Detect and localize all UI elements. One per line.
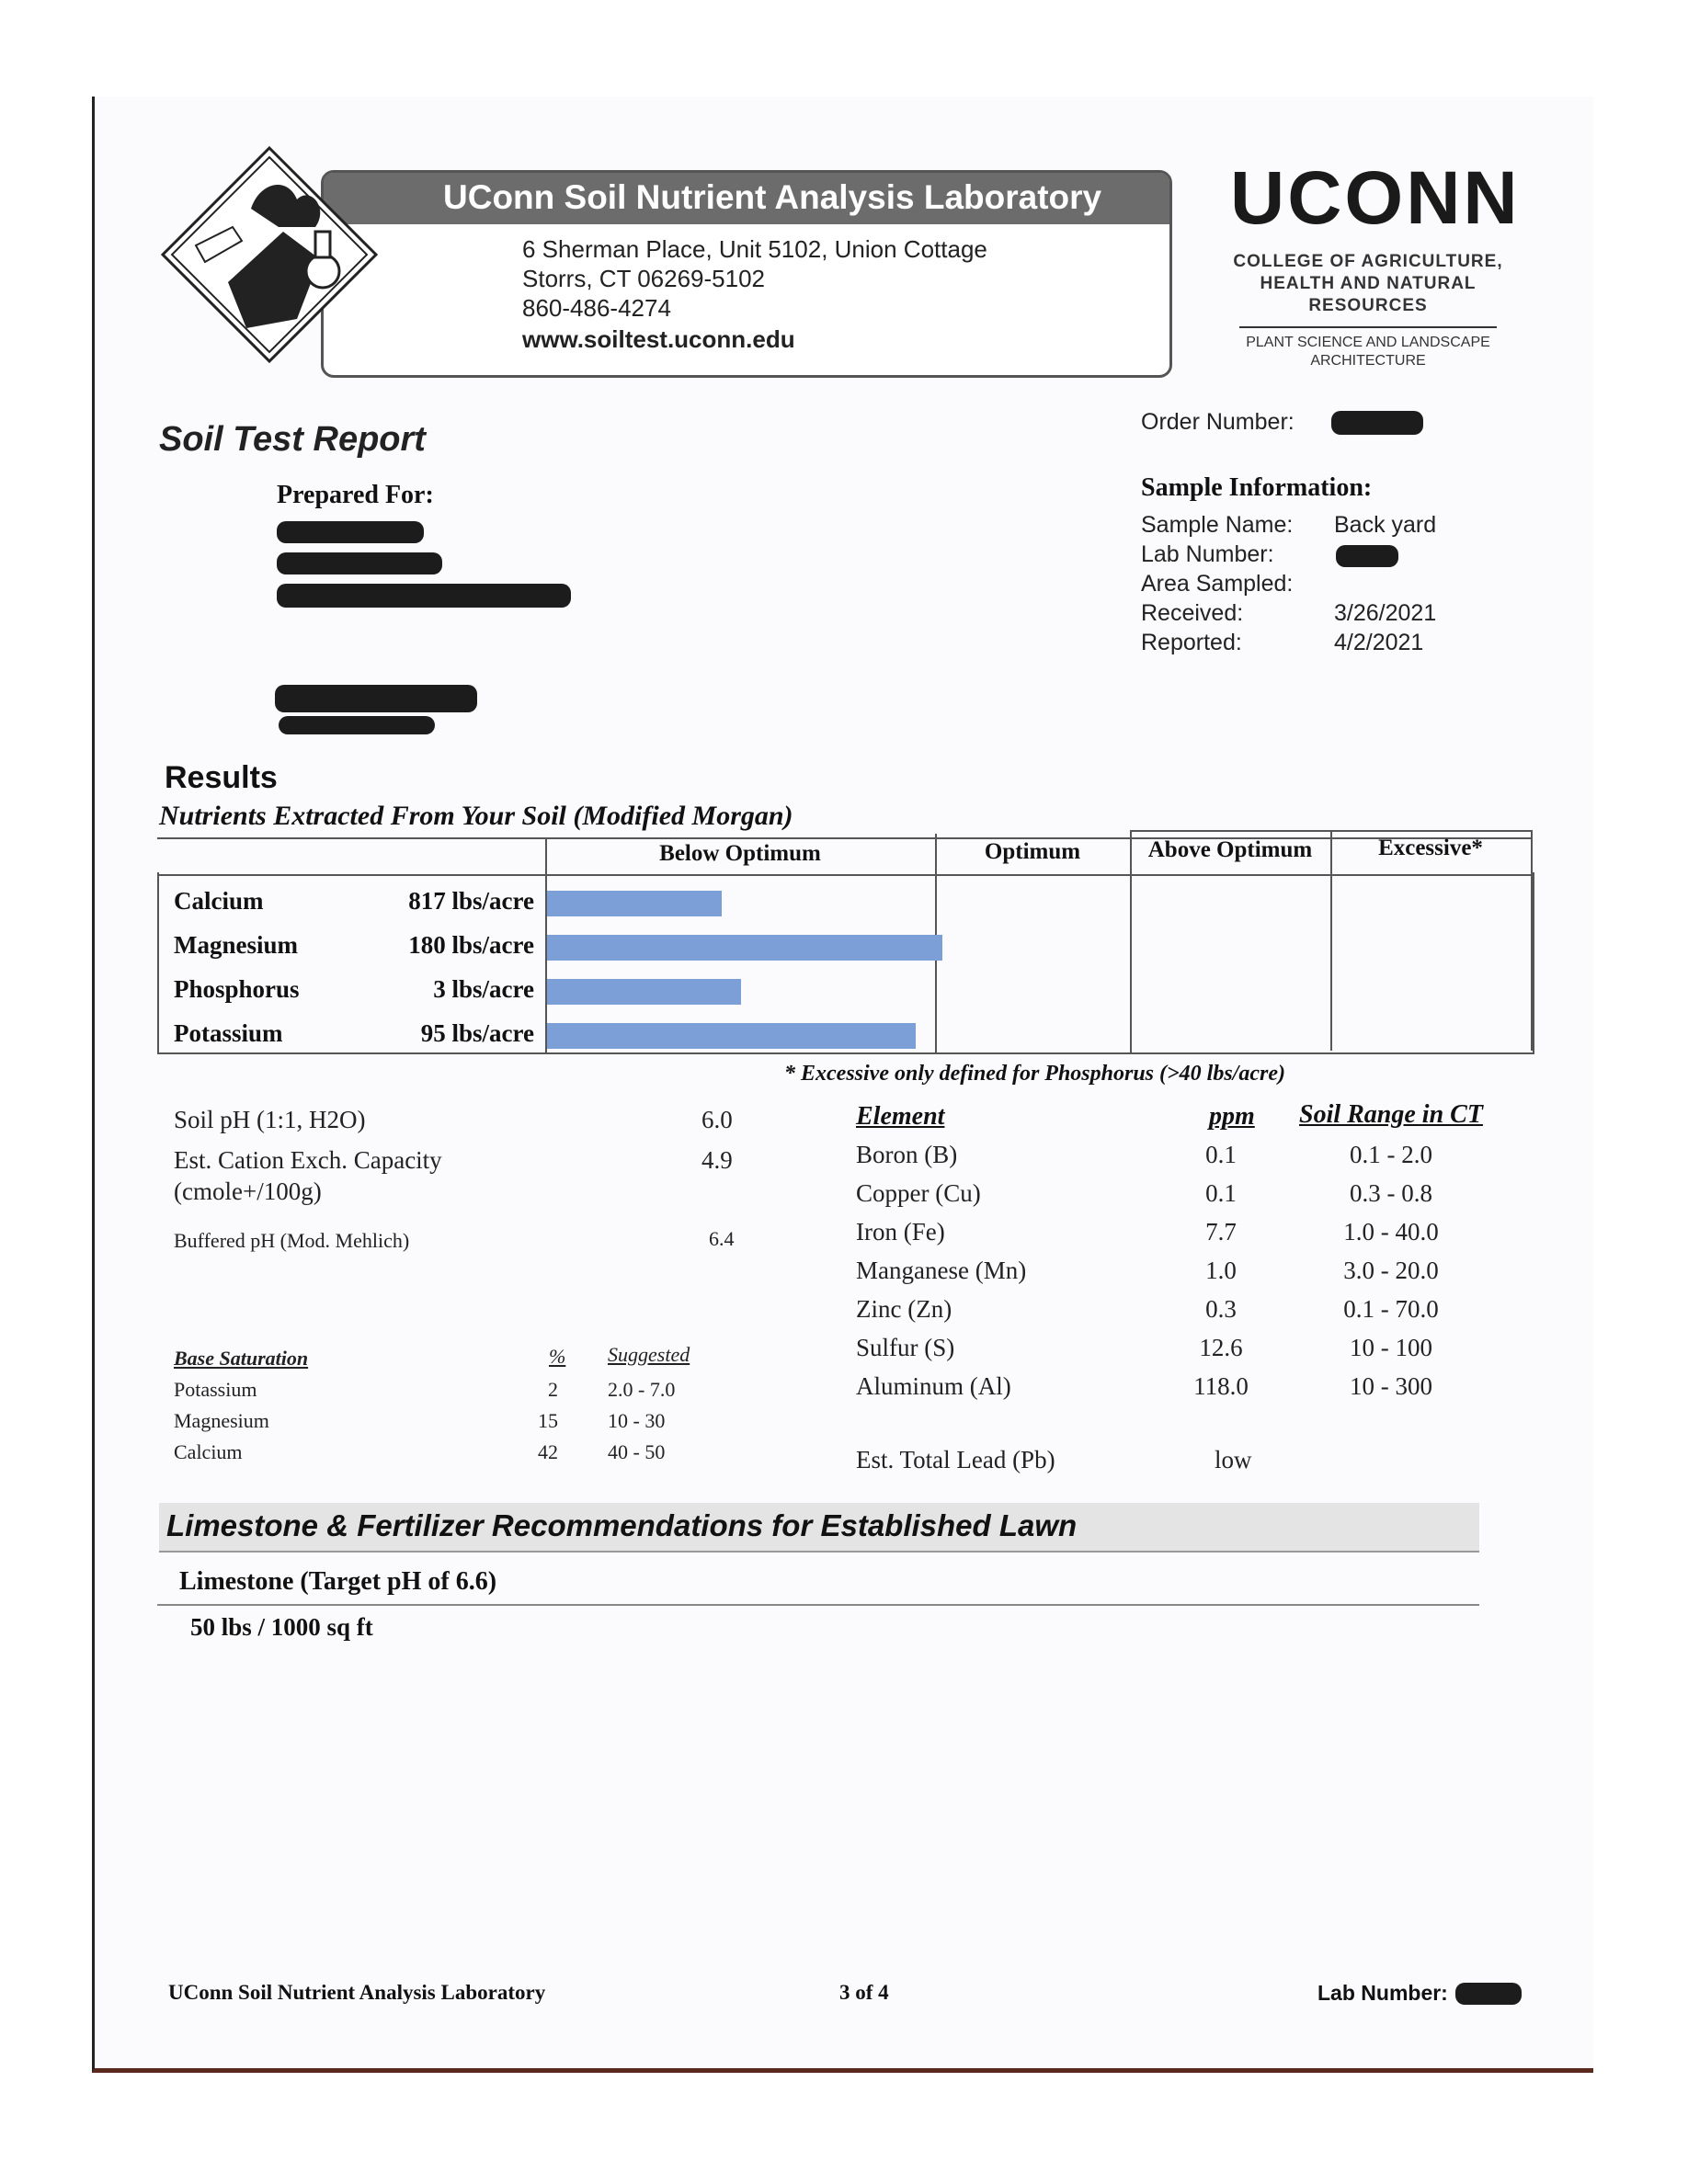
nutrient-value: 817 lbs/acre [408, 887, 534, 915]
buffered-ph-label: Buffered pH (Mod. Mehlich) [174, 1229, 410, 1252]
element-ppm: 1.0 [1205, 1257, 1237, 1284]
element-ppm: 118.0 [1193, 1372, 1249, 1400]
nutrient-bar-magnesium [547, 935, 942, 961]
nutrient-value: 180 lbs/acre [408, 931, 534, 959]
dept-line2: ARCHITECTURE [1310, 353, 1426, 369]
base-saturation-name: Magnesium [174, 1409, 269, 1432]
lab-website[interactable]: www.soiltest.uconn.edu [522, 325, 795, 353]
soil-ph-label: Soil pH (1:1, H2O) [174, 1106, 366, 1133]
reported-label: Reported: [1141, 630, 1242, 655]
lab-logo-icon [159, 144, 380, 365]
nutrient-name: Magnesium [174, 931, 298, 959]
element-ppm: 12.6 [1199, 1334, 1243, 1361]
divider [1130, 830, 1531, 832]
recipient-redacted-3 [277, 584, 571, 608]
lab-address-line1: 6 Sherman Place, Unit 5102, Union Cottage [522, 235, 987, 263]
base-saturation-pct: 42 [538, 1440, 558, 1463]
base-saturation-suggested: 2.0 - 7.0 [608, 1378, 676, 1401]
college-line1: COLLEGE OF AGRICULTURE, [1233, 252, 1503, 271]
base-saturation-suggested: 40 - 50 [608, 1440, 666, 1463]
dept-line1: PLANT SCIENCE AND LANDSCAPE [1246, 335, 1490, 350]
cec-unit: (cmole+/100g) [174, 1177, 322, 1205]
nutrient-name: Calcium [174, 887, 264, 915]
element-range: 10 - 300 [1350, 1372, 1432, 1400]
nutrient-value: 3 lbs/acre [433, 975, 534, 1003]
divider [1531, 830, 1533, 1051]
buffered-ph-value: 6.4 [709, 1227, 735, 1250]
element-name: Sulfur (S) [856, 1334, 955, 1361]
recommendations-banner [159, 1503, 1479, 1553]
received-label: Received: [1141, 600, 1244, 626]
base-saturation-name: Calcium [174, 1440, 243, 1463]
college-line3: RESOURCES [1308, 296, 1428, 315]
limestone-rule [157, 1604, 1479, 1606]
results-heading: Results [165, 760, 278, 795]
lab-name: UConn Soil Nutrient Analysis Laboratory [443, 178, 1102, 216]
nutrient-bar-potassium [547, 1023, 916, 1049]
element-name: Zinc (Zn) [856, 1295, 952, 1323]
uconn-branding [1230, 156, 1521, 370]
recipient-redacted-4 [275, 685, 477, 712]
column-below-optimum: Below Optimum [659, 841, 821, 866]
uconn-divider [1239, 326, 1497, 328]
element-range: 0.1 - 2.0 [1350, 1141, 1432, 1168]
divider [1330, 830, 1332, 1051]
prepared-for-label: Prepared For: [277, 481, 434, 509]
column-above-optimum: Above Optimum [1147, 837, 1313, 862]
element-range: 0.1 - 70.0 [1343, 1295, 1439, 1323]
order-number-label: Order Number: [1141, 409, 1295, 435]
nutrients-subheading: Nutrients Extracted From Your Soil (Modified Morgan) [159, 801, 793, 831]
base-saturation-suggested: 10 - 30 [608, 1409, 666, 1432]
element-name: Boron (B) [856, 1141, 958, 1168]
recipient-redacted-2 [277, 552, 442, 574]
limestone-value: 50 lbs / 1000 sq ft [190, 1613, 373, 1641]
area-sampled-label: Area Sampled: [1141, 571, 1294, 597]
uconn-wordmark: UCONN [1230, 156, 1521, 240]
element-name: Copper (Cu) [856, 1179, 981, 1207]
element-range: 1.0 - 40.0 [1343, 1218, 1439, 1246]
nutrient-name: Phosphorus [174, 975, 300, 1003]
element-name: Aluminum (Al) [856, 1372, 1011, 1400]
soil-range-heading: Soil Range in CT [1299, 1100, 1483, 1129]
footer-lab-name: UConn Soil Nutrient Analysis Laboratory [168, 1981, 546, 2004]
lab-header [321, 170, 1172, 378]
element-ppm: 7.7 [1205, 1218, 1237, 1246]
reported-value: 4/2/2021 [1334, 630, 1424, 655]
element-ppm: 0.1 [1205, 1141, 1237, 1168]
lab-number-redacted [1336, 545, 1398, 567]
recipient-redacted-5 [279, 716, 435, 734]
soil-ph-value: 6.0 [701, 1106, 733, 1133]
footer-lab-number-redacted [1455, 1983, 1522, 2005]
excessive-footnote: * Excessive only defined for Phosphorus (>40 lbs/acre) [784, 1062, 1285, 1086]
recommendations-title: Limestone & Fertilizer Recommendations for Established Lawn [166, 1508, 1078, 1542]
element-range: 0.3 - 0.8 [1350, 1179, 1432, 1207]
ppm-heading: ppm [1209, 1102, 1255, 1131]
lab-address-line2: Storrs, CT 06269-5102 [522, 265, 765, 292]
base-saturation-pct: 15 [538, 1409, 558, 1432]
base-saturation-heading: Base Saturation [174, 1347, 309, 1370]
element-name: Manganese (Mn) [856, 1257, 1027, 1284]
footer-lab-number-label: Lab Number: [1317, 1981, 1448, 2005]
base-saturation-pct-heading: % [549, 1345, 566, 1368]
report-page [92, 97, 1593, 2073]
lead-label: Est. Total Lead (Pb) [856, 1446, 1055, 1473]
order-number-redacted [1331, 411, 1423, 435]
nutrient-chart [157, 830, 1533, 1056]
received-value: 3/26/2021 [1334, 600, 1437, 626]
nutrient-bar-phosphorus [547, 979, 741, 1005]
lead-value: low [1215, 1446, 1252, 1473]
lab-phone: 860-486-4274 [522, 294, 671, 322]
report-title: Soil Test Report [159, 420, 426, 459]
lab-number-label: Lab Number: [1141, 541, 1274, 567]
column-excessive: Excessive* [1378, 836, 1483, 860]
element-range: 10 - 100 [1350, 1334, 1432, 1361]
base-saturation-name: Potassium [174, 1378, 257, 1401]
footer-page-number: 3 of 4 [839, 1981, 889, 2004]
nutrient-name: Potassium [174, 1019, 283, 1047]
cec-value: 4.9 [701, 1146, 733, 1174]
element-ppm: 0.1 [1205, 1179, 1237, 1207]
element-name: Iron (Fe) [856, 1218, 945, 1246]
base-saturation-pct: 2 [548, 1378, 558, 1401]
college-line2: HEALTH AND NATURAL [1260, 274, 1477, 293]
limestone-label: Limestone (Target pH of 6.6) [179, 1567, 497, 1596]
element-ppm: 0.3 [1205, 1295, 1237, 1323]
cec-label: Est. Cation Exch. Capacity [174, 1146, 442, 1174]
recipient-redacted-1 [277, 521, 424, 543]
sample-name-label: Sample Name: [1141, 512, 1294, 538]
element-heading: Element [856, 1102, 945, 1131]
element-range: 3.0 - 20.0 [1343, 1257, 1439, 1284]
sample-info-heading: Sample Information: [1141, 473, 1373, 502]
sample-name-value: Back yard [1334, 512, 1437, 538]
nutrient-value: 95 lbs/acre [420, 1019, 534, 1047]
column-optimum: Optimum [984, 839, 1081, 864]
divider [1130, 832, 1132, 1052]
base-saturation-suggested-heading: Suggested [608, 1343, 690, 1366]
nutrient-bar-calcium [547, 891, 722, 916]
